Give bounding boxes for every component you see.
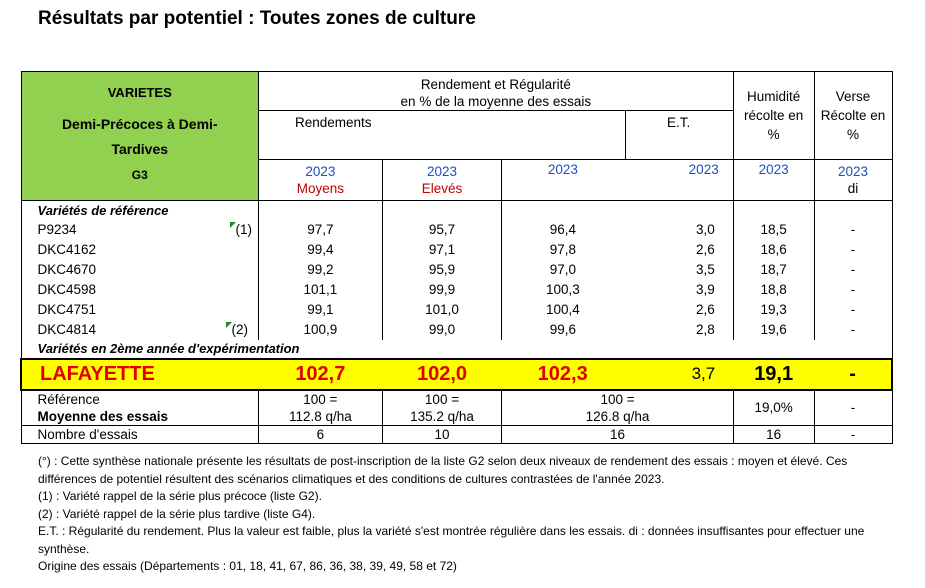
value-humidite: 18,6 — [733, 240, 814, 260]
table-row — [21, 280, 892, 300]
et-label: E.T. — [667, 115, 691, 130]
humidite-header — [733, 72, 814, 160]
variety-name: DKC4162 — [21, 240, 259, 260]
humidite-line1: Humidité — [747, 89, 801, 104]
table-row — [21, 300, 892, 320]
value-moyens: 101,1 — [259, 280, 383, 300]
verse-line1: Verse — [835, 89, 871, 104]
verse-line2: Récolte en — [820, 108, 886, 123]
year-eleves: 2023 Elevés — [382, 160, 502, 201]
highlight-verse: - — [814, 359, 892, 390]
value-total: 97,0 — [549, 262, 577, 277]
note-ref: (1) — [235, 222, 253, 237]
value-verse: - — [814, 220, 892, 240]
rendement-line2: en % de la moyenne des essais — [400, 94, 592, 109]
moyenne-humidite: 19,0% — [733, 390, 814, 426]
value-verse: - — [814, 320, 892, 340]
table-row — [21, 260, 892, 280]
table-row — [21, 240, 892, 260]
moyenne-label: Moyenne des essais — [21, 408, 259, 426]
value-verse: - — [814, 300, 892, 320]
di-label: di — [847, 181, 859, 196]
value-et: 3,0 — [624, 220, 734, 240]
value-et: 3,5 — [624, 260, 734, 280]
note-ref: (2) — [231, 322, 249, 337]
year-verse: 2023 di — [814, 160, 892, 201]
footnote: (1) : Variété rappel de la série plus précoce (liste G2). — [38, 489, 322, 503]
moyenne-moyens: 112.8 q/ha — [259, 408, 383, 426]
nombre-label: Nombre d'essais — [21, 426, 259, 444]
value-moyens: 99,1 — [259, 300, 383, 320]
varietes-label: VARIETES — [107, 84, 172, 100]
highlight-eleves: 102,0 — [382, 359, 502, 390]
footnote: Origine des essais (Départements : 01, 18, 41, 67, 86, 36, 38, 39, 49, 58 et 72) — [38, 559, 457, 573]
value-moyens: 100,9 — [259, 320, 383, 340]
rendement-line1: Rendement et Régularité — [420, 77, 571, 92]
moyenne-eleves: 135.2 q/ha — [382, 408, 502, 426]
year-moyens: 2023 Moyens — [259, 160, 383, 201]
value-moyens: 99,4 — [259, 240, 383, 260]
highlight-humidite: 19,1 — [733, 359, 814, 390]
nombre-total: 16 — [502, 426, 733, 444]
verse-header — [814, 72, 892, 160]
eleves-label: Elevés — [421, 181, 463, 196]
verse-line3: % — [847, 127, 860, 142]
value-total: 96,4 — [549, 222, 577, 237]
ref-eleves: 100 = — [382, 390, 502, 408]
value-et: 2,6 — [624, 240, 734, 260]
moyenne-verse: - — [814, 390, 892, 426]
page-title: Résultats par potentiel : Toutes zones de culture — [38, 8, 476, 29]
value-verse: - — [814, 280, 892, 300]
highlight-variety-name: LAFAYETTE — [21, 359, 259, 390]
variety-name: DKC4814 — [37, 322, 97, 337]
value-total: 99,6 — [549, 322, 577, 337]
section-second-year: Variétés en 2ème année d'expérimentation — [21, 340, 892, 359]
group-line1: Demi-Précoces à Demi- — [61, 115, 218, 132]
value-et: 3,9 — [624, 280, 734, 300]
year-total: 2023 — [502, 160, 624, 201]
value-humidite: 19,3 — [733, 300, 814, 320]
value-verse: - — [814, 240, 892, 260]
nombre-eleves: 10 — [382, 426, 502, 444]
table-row — [21, 320, 892, 340]
value-humidite: 18,5 — [733, 220, 814, 240]
highlight-et: 3,7 — [624, 359, 734, 390]
year-humidite: 2023 — [733, 160, 814, 201]
value-moyens: 99,2 — [259, 260, 383, 280]
variety-name: DKC4598 — [21, 280, 259, 300]
highlight-total: 102,3 — [502, 359, 624, 390]
value-moyens: 97,7 — [259, 220, 383, 240]
value-eleves: 101,0 — [382, 300, 502, 320]
value-et: 2,6 — [624, 300, 734, 320]
variety-name: DKC4670 — [21, 260, 259, 280]
value-eleves: 99,9 — [382, 280, 502, 300]
value-et: 2,8 — [624, 320, 734, 340]
rendement-header — [259, 72, 734, 160]
highlight-moyens: 102,7 — [259, 359, 383, 390]
value-humidite: 18,8 — [733, 280, 814, 300]
value-eleves: 95,9 — [382, 260, 502, 280]
group-code: G3 — [131, 167, 148, 182]
footnotes — [38, 453, 868, 576]
footnote: (°) : Cette synthèse nationale présente les résultats de post-inscription de la liste G2 selon deux niveaux de rendement des essais : moyen et élevé. Ces différences de potentiel résultent des scénarios climatiques et des conditions de cultures contrastées de l'année 2023. — [38, 454, 848, 486]
results-table — [20, 71, 893, 444]
value-humidite: 19,6 — [733, 320, 814, 340]
value-verse: - — [814, 260, 892, 280]
variety-name: DKC4751 — [21, 300, 259, 320]
variety-name: P9234 — [37, 222, 77, 237]
value-humidite: 18,7 — [733, 260, 814, 280]
footnote: E.T. : Régularité du rendement. Plus la valeur est faible, plus la variété s'est montrée régulière dans les essais. di : données insuffisantes pour effectuer une synthèse. — [38, 524, 865, 556]
reference-label: Référence — [21, 390, 259, 408]
value-total: 100,4 — [546, 302, 580, 317]
table-row — [21, 220, 892, 240]
humidite-line3: % — [767, 127, 780, 142]
value-eleves: 95,7 — [382, 220, 502, 240]
ref-moyens: 100 = — [259, 390, 383, 408]
group-line2: Tardives — [111, 140, 169, 157]
value-eleves: 99,0 — [382, 320, 502, 340]
value-eleves: 97,1 — [382, 240, 502, 260]
nombre-moyens: 6 — [259, 426, 383, 444]
value-total: 100,3 — [546, 282, 580, 297]
nombre-humidite: 16 — [733, 426, 814, 444]
section-reference: Variétés de référence — [21, 201, 259, 220]
nombre-verse: - — [814, 426, 892, 444]
ref-total: 100 = — [502, 390, 733, 408]
varietes-header — [21, 72, 259, 201]
footnote: (2) : Variété rappel de la série plus tardive (liste G4). — [38, 506, 316, 521]
highlight-row — [21, 359, 892, 390]
moyens-label: Moyens — [296, 181, 344, 196]
moyenne-total: 126.8 q/ha — [502, 408, 733, 426]
humidite-line2: récolte en — [744, 108, 804, 123]
value-total: 97,8 — [549, 242, 577, 257]
rendements-label: Rendements — [295, 115, 372, 130]
year-et: 2023 — [624, 160, 734, 201]
